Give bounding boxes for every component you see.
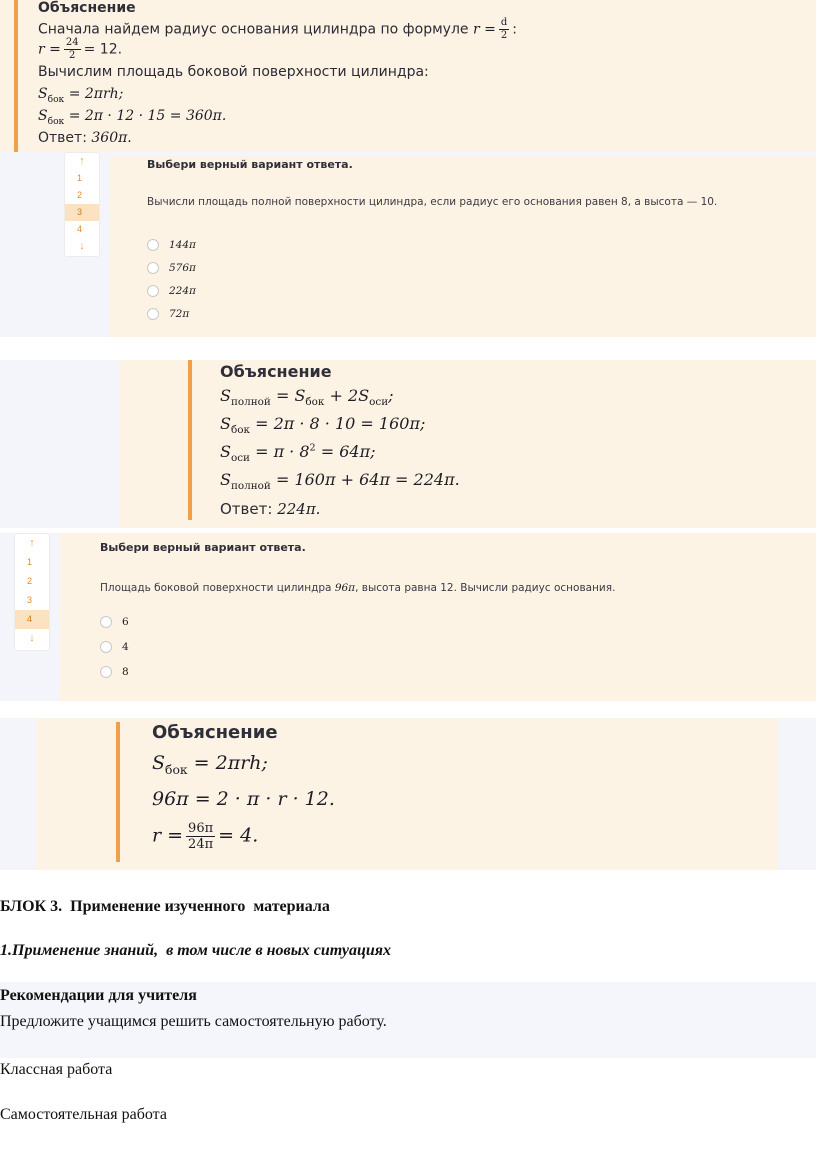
explanation-line-radius-value: r = $\frac{24}{2}$ = 12. — [38, 37, 123, 61]
explanation-accent-bar — [188, 360, 192, 520]
explanation-line-lateral: $S_{бок} = 2\pi \cdot 8 \cdot 10 = 160\pi$; — [220, 414, 426, 437]
explanation-answer: Ответ: 360π. — [38, 130, 132, 146]
question-block-4 — [0, 533, 816, 701]
nav-item-3[interactable]: 3 — [27, 595, 33, 605]
explanation-line-sum: $S_{полной} = 160\pi + 64\pi = 224\pi$. — [220, 470, 460, 493]
radio-button[interactable] — [100, 616, 112, 628]
explanation-answer: Ответ: 224π. — [220, 500, 321, 518]
answer-option[interactable]: 144π — [147, 237, 196, 253]
question-title: Выбери верный вариант ответа. — [100, 541, 306, 554]
radio-button[interactable] — [100, 666, 112, 678]
explanation-line-radius: r = $\frac{96\pi}{24\pi}$ = 4. — [152, 821, 259, 852]
question-panel — [110, 156, 816, 337]
explanation-panel-1 — [0, 0, 816, 152]
question-panel — [60, 533, 816, 701]
explanation-line-calc: $S_{бок} = 2\pi \cdot 12 \cdot 15 = 360\pi$. — [38, 108, 227, 127]
answer-option[interactable]: 8 — [100, 664, 129, 680]
answer-option[interactable]: 4 — [100, 639, 129, 655]
explanation-line-equation: 96π = 2 · π · r · 12. — [152, 788, 335, 810]
nav-up-arrow-icon[interactable]: ↑ — [29, 537, 35, 549]
answer-option[interactable]: 576π — [147, 260, 196, 276]
explanation-panel-2 — [120, 360, 816, 528]
answer-option[interactable]: 72π — [147, 306, 196, 322]
nav-down-arrow-icon[interactable]: ↓ — [29, 632, 35, 644]
explanation-accent-bar — [14, 0, 18, 152]
radio-button[interactable] — [100, 641, 112, 653]
explanation-accent-bar — [116, 722, 120, 862]
explanation-block-3 — [0, 718, 816, 870]
nav-item-1[interactable]: 1 — [77, 173, 83, 183]
nav-item-3[interactable]: 3 — [65, 204, 99, 221]
explanation-title: Объяснение — [220, 362, 332, 381]
question-text: Вычисли площадь полной поверхности цилиндра, если радиус его основания равен 8, а высота — 10. — [147, 196, 718, 208]
recommendation-heading: Рекомендации для учителя — [0, 987, 197, 1004]
explanation-block-2 — [0, 360, 816, 528]
radio-button[interactable] — [147, 308, 159, 320]
question-nav — [14, 533, 50, 651]
subheading: 1.Применение знаний, в том числе в новых ситуациях — [0, 942, 391, 959]
radio-button[interactable] — [147, 239, 159, 251]
explanation-title: Объяснение — [152, 722, 278, 743]
question-nav — [64, 152, 100, 257]
self-work-label: Самостоятельная работа — [0, 1106, 167, 1123]
explanation-line-formula: $S_{бок} = 2\pi rh$; — [38, 86, 124, 105]
explanation-line-radius-formula: Сначала найдем радиус основания цилиндра по формуле r = $\frac{d}{2}$ : — [38, 17, 517, 41]
nav-item-1[interactable]: 1 — [27, 557, 33, 567]
class-work-label: Классная работа — [0, 1061, 113, 1078]
nav-item-2[interactable]: 2 — [27, 576, 33, 586]
block-heading: БЛОК 3. Применение изученного материала — [0, 898, 330, 915]
explanation-title: Объяснение — [38, 0, 136, 16]
answer-option[interactable]: 224π — [147, 283, 196, 299]
answer-option[interactable]: 6 — [100, 614, 129, 630]
question-text: Площадь боковой поверхности цилиндра 96π, высота равна 12. Вычисли радиус основания. — [100, 582, 616, 594]
nav-item-4[interactable]: 4 — [15, 610, 49, 629]
explanation-line-lateral-area: Вычислим площадь боковой поверхности цилиндра: — [38, 64, 429, 80]
explanation-line-formula: $S_{бок} = 2\pi rh$; — [152, 752, 268, 777]
nav-down-arrow-icon[interactable]: ↓ — [79, 240, 85, 252]
nav-item-4[interactable]: 4 — [77, 224, 83, 234]
radio-button[interactable] — [147, 285, 159, 297]
recommendation-text: Предложите учащимся решить самостоятельную работу. — [0, 1013, 387, 1030]
nav-item-2[interactable]: 2 — [77, 190, 83, 200]
explanation-line-total: $S_{полной} = S_{бок} + 2S_{оси}$; — [220, 386, 394, 409]
question-block-3 — [0, 152, 816, 337]
answer-options — [147, 237, 196, 322]
radio-button[interactable] — [147, 262, 159, 274]
explanation-line-base: $S_{оси} = \pi \cdot 8^2 = 64\pi$; — [220, 442, 376, 465]
answer-options — [100, 614, 129, 680]
question-title: Выбери верный вариант ответа. — [147, 158, 353, 171]
explanation-panel-3 — [36, 718, 778, 870]
nav-up-arrow-icon[interactable]: ↑ — [79, 155, 85, 167]
